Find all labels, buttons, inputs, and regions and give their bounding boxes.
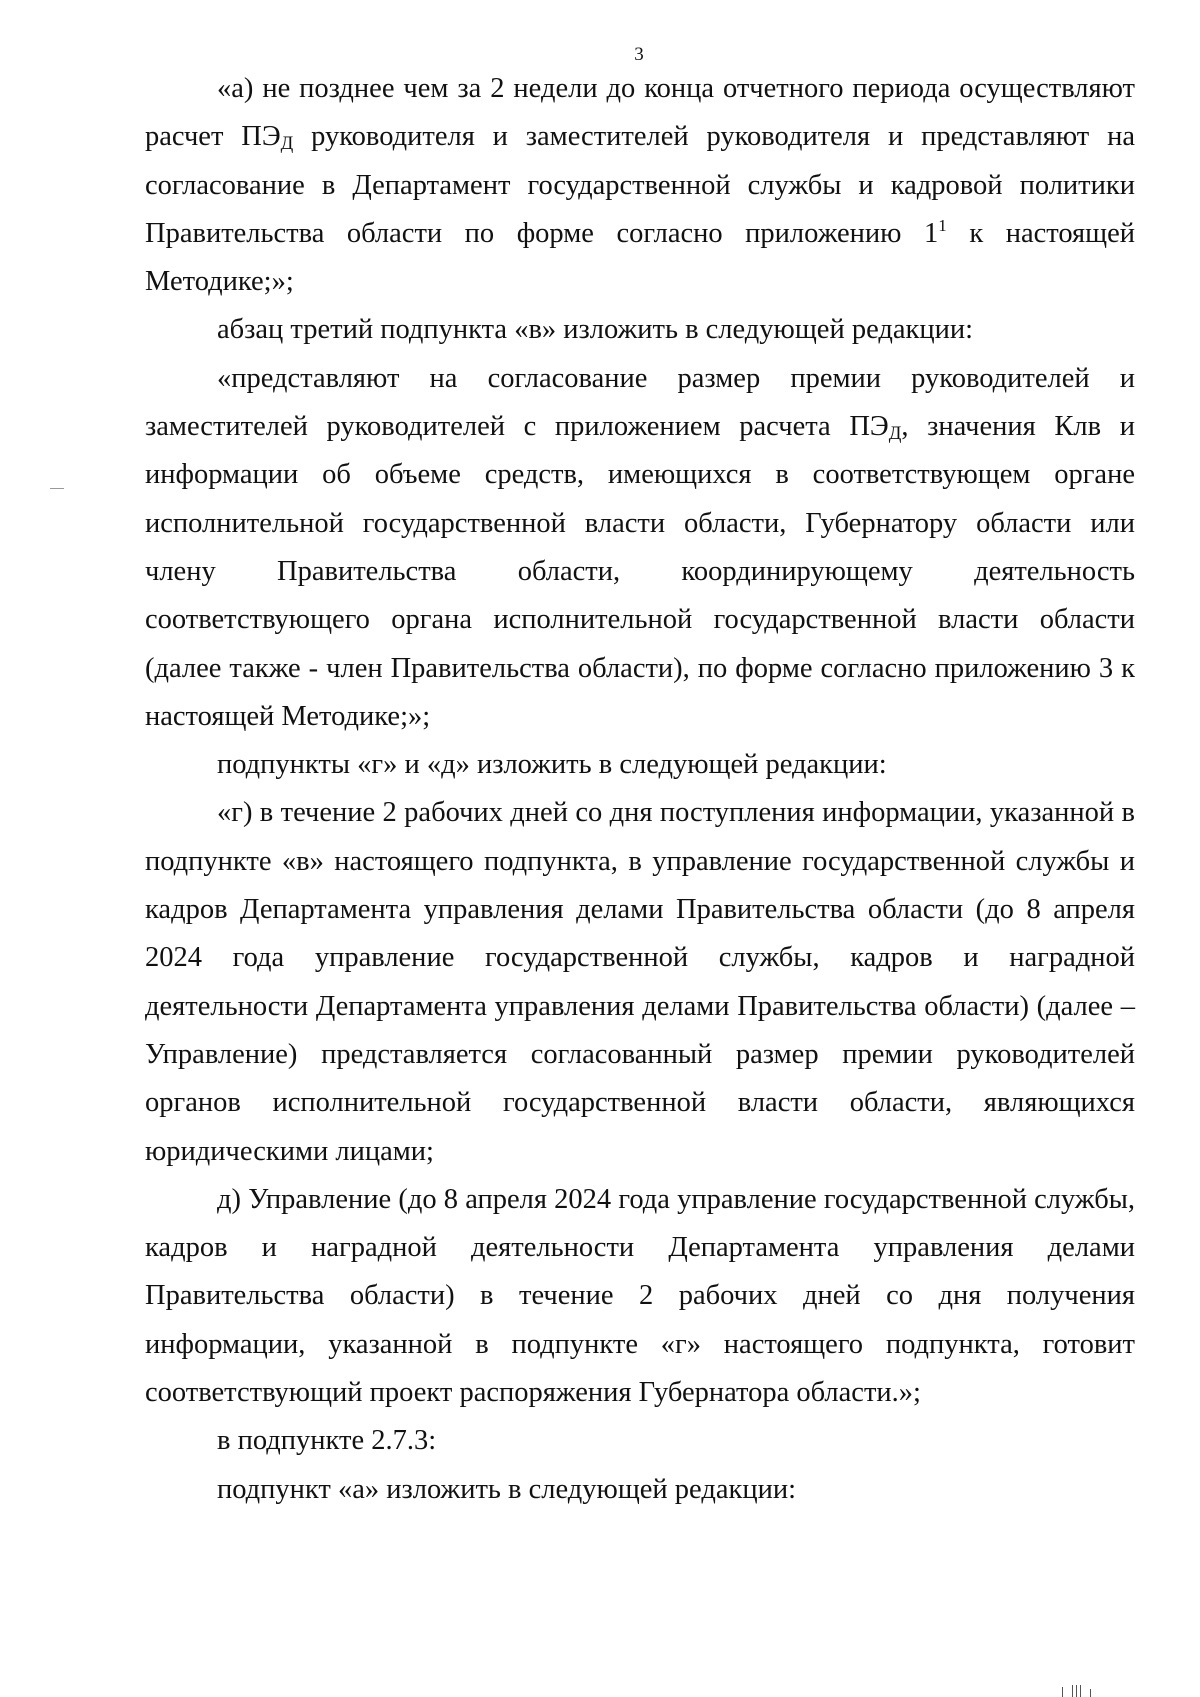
superscript: 1 <box>938 215 947 235</box>
document-body <box>145 65 1135 1514</box>
paragraph-subitem-d: д) Управление (до 8 апреля 2024 года управление государственной службы, кадров и наградной деятельности Департамента управления делами Правительства области) в течение 2 рабочих дней со дня получения информации, указанной в подпункте «г» настоящего подпункта, готовит соответствующий проект распоряжения Губернатора области.»; <box>145 1183 1135 1409</box>
paragraph-text: руководителя и заместителей руководителя и представляют на согласование в Департамент государственной службы и кадровой политики Правительства области по форме согласно приложению 1 <box>145 121 1135 249</box>
paragraph-subitem-a-quote <box>145 65 1135 306</box>
paragraph-instruction: подпункты «г» и «д» изложить в следующей редакции: <box>217 749 887 781</box>
scan-marks <box>1060 1683 1100 1697</box>
paragraph-text: , значения Клв и информации об объеме средств, имеющихся в соответствующем органе исполнительной государственной власти области, Губернатору области или члену Правительства области, координирующему деятельность соответствующего органа исполнительной государственной власти области (далее также - член Правительства области), по форме согласно приложению 3 к настоящей Методике;»; <box>145 411 1135 732</box>
page-number: 3 <box>634 44 644 65</box>
paragraph-text: «а) не позднее чем за 2 недели до конца отчетного периода осуществляют расчет ПЭ <box>145 73 1135 153</box>
margin-mark <box>50 488 64 489</box>
paragraph-instruction: подпункт «а» изложить в следующей редакции: <box>217 1473 796 1505</box>
paragraph-subitem-g: «г) в течение 2 рабочих дней со дня поступления информации, указанной в подпункте «в» настоящего подпункта, в управление государственной службы и кадров Департамента управления делами Правительства области (до 8 апреля 2024 года управление государственной службы, кадров и наградной деятельности Департамента управления делами Правительства области) (далее – Управление) представляется согласованный размер премии руководителей органов исполнительной государственной власти области, являющихся юридическими лицами; <box>145 797 1135 1167</box>
subscript: Д <box>888 423 902 445</box>
paragraph-instruction: абзац третий подпункта «в» изложить в следующей редакции: <box>217 314 974 346</box>
paragraph-text: к настоящей Методике;»; <box>145 217 1135 298</box>
paragraph-instruction: в подпункте 2.7.3: <box>217 1425 437 1457</box>
paragraph-represent-quote <box>145 355 1135 741</box>
paragraph-text: «представляют на согласование размер премии руководителей и заместителей руководителей с приложением расчета ПЭ <box>145 362 1135 443</box>
subscript: Д <box>280 133 294 155</box>
